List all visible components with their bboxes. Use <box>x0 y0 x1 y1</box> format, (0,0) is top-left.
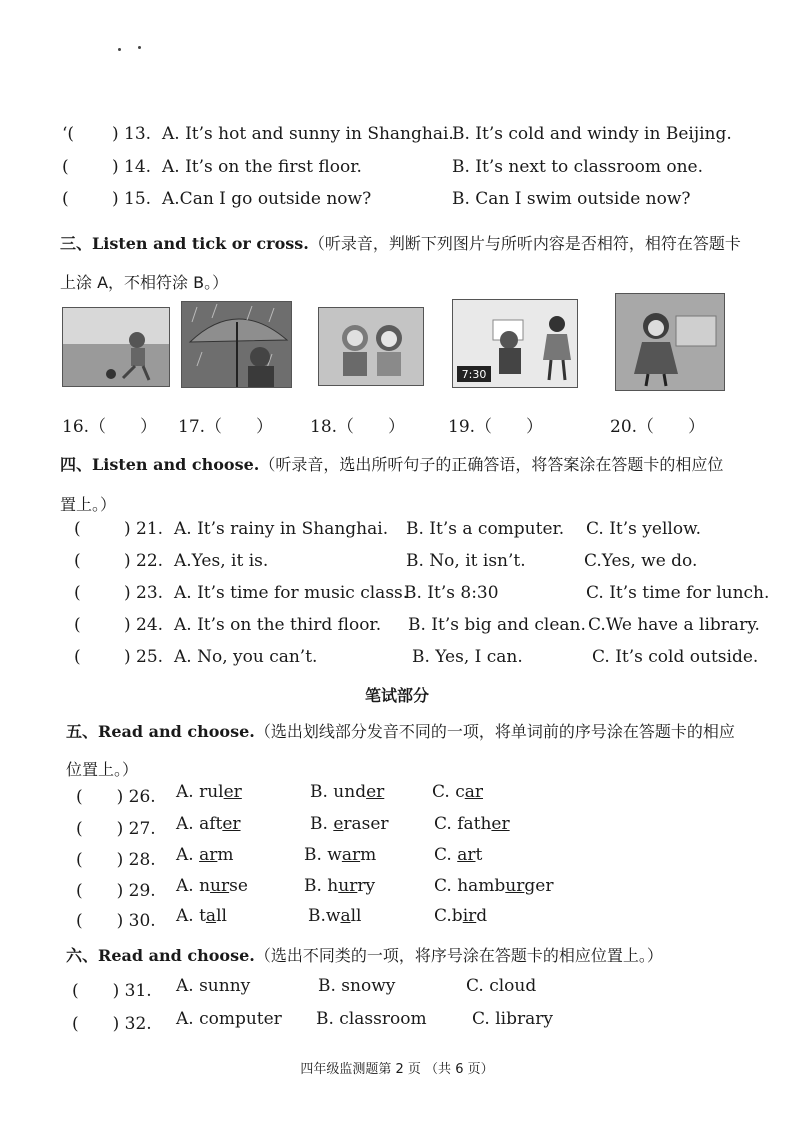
section-title: Listen and choose. <box>92 455 260 474</box>
scan-speck <box>138 46 141 49</box>
option-a: A. It’s on the first floor. <box>162 157 362 177</box>
section-5-instruction-cont <box>66 757 138 780</box>
answer-paren-16[interactable]: 16.（ ） <box>62 417 158 437</box>
underlined-letters: ir <box>462 906 477 926</box>
section-4-instruction-cont <box>60 492 116 515</box>
option-a: A. computer <box>176 1009 282 1029</box>
answer-paren[interactable]: ( <box>74 583 81 603</box>
picture-17 <box>181 301 292 388</box>
option-text: A. <box>176 845 200 865</box>
question-number: ) 21. <box>124 519 164 539</box>
section-3-instruction-cont <box>60 270 228 293</box>
section-5-heading <box>66 719 735 742</box>
section-label: 四、 <box>60 455 93 474</box>
question-number: ) 14. <box>112 157 152 177</box>
underlined-letters: er <box>366 782 385 802</box>
section-4-heading <box>60 452 723 475</box>
scan-speck <box>118 48 121 51</box>
option-text: A. rul <box>176 782 224 802</box>
clock-time-illustration <box>453 300 577 387</box>
option-text: A. n <box>176 876 211 896</box>
option-b: B. It’s big and clean. <box>408 615 586 635</box>
option-text: t <box>475 845 483 865</box>
boy-kicking-ball-illustration <box>63 308 169 386</box>
section-instruction: （选出划线部分发音不同的一项，将单词前的序号涂在答题卡的相应 <box>254 722 735 741</box>
section-instruction: 位置上。） <box>66 760 139 779</box>
option-a: A. It’s rainy in Shanghai. <box>174 519 389 539</box>
answer-paren[interactable]: ( <box>74 551 81 571</box>
rainy-umbrella-illustration <box>182 302 291 387</box>
underlined-letters: ur <box>210 876 230 896</box>
answer-paren-19[interactable]: 19.（ ） <box>448 417 544 437</box>
option-c: C. It’s time for lunch. <box>586 583 770 603</box>
option-a: A.Can I go outside now? <box>162 189 372 209</box>
answer-paren[interactable]: ( <box>62 189 69 209</box>
option-text: raser <box>343 814 389 834</box>
answer-paren-18[interactable]: 18.（ ） <box>310 417 406 437</box>
two-children-illustration <box>319 308 423 385</box>
question-number[interactable]: ( ) 27. <box>76 819 156 839</box>
answer-paren[interactable]: ( <box>74 615 81 635</box>
option-a <box>176 814 241 834</box>
underlined-letters: a <box>340 906 351 926</box>
option-b <box>310 782 384 802</box>
question-number[interactable]: ( ) 32. <box>72 1014 152 1034</box>
question-number[interactable]: ( ) 26. <box>76 787 156 807</box>
question-number[interactable]: ( ) 28. <box>76 850 156 870</box>
option-b: B. It’s a computer. <box>406 519 565 539</box>
option-text: ll <box>216 906 227 926</box>
section-title: Read and choose. <box>98 722 255 741</box>
option-a: A. It’s time for music class. <box>174 583 409 603</box>
option-b: B. classroom <box>316 1009 427 1029</box>
option-a <box>176 906 227 926</box>
section-6-heading <box>66 943 663 966</box>
option-text: C. c <box>432 782 465 802</box>
question-number: ) 23. <box>124 583 164 603</box>
question-number: ) 13. <box>112 124 152 144</box>
option-text: A. aft <box>176 814 223 834</box>
page-footer: 四年级监测题第 2 页 （共 6 页） <box>300 1062 494 1077</box>
section-instruction: 置上。） <box>60 495 117 514</box>
option-b <box>304 876 375 896</box>
underlined-letters: ar <box>457 845 476 865</box>
answer-paren[interactable]: ( <box>74 519 81 539</box>
answer-paren[interactable]: ( <box>74 647 81 667</box>
underlined-letters: ar <box>464 782 483 802</box>
option-b: B. It’s next to classroom one. <box>452 157 703 177</box>
question-number[interactable]: ( ) 31. <box>72 981 152 1001</box>
option-a: A.Yes, it is. <box>174 551 269 571</box>
clock-time-text: 7:30 <box>461 368 487 381</box>
option-b: B. It’s 8:30 <box>404 583 499 603</box>
option-a: A. sunny <box>176 976 251 996</box>
question-number: ) 15. <box>112 189 152 209</box>
option-text: ger <box>524 876 554 896</box>
underlined-letters: ur <box>338 876 358 896</box>
option-c: C.We have a library. <box>588 615 760 635</box>
option-b: B. No, it isn’t. <box>406 551 526 571</box>
option-text: B. h <box>304 876 339 896</box>
answer-paren[interactable]: ‘( <box>62 124 75 144</box>
section-label: 五、 <box>66 722 99 741</box>
section-title: Read and choose. <box>98 946 255 965</box>
option-b: B. snowy <box>318 976 396 996</box>
option-text: C. <box>434 845 458 865</box>
underlined-letters: er <box>222 814 241 834</box>
option-b <box>308 906 361 926</box>
underlined-letters: er <box>223 782 242 802</box>
question-number[interactable]: ( ) 30. <box>76 911 156 931</box>
section-instruction: 上涂 A，不相符涂 B。） <box>60 273 229 292</box>
question-number: ) 22. <box>124 551 164 571</box>
option-b: B. Yes, I can. <box>412 647 523 667</box>
option-text: A. t <box>176 906 206 926</box>
option-a <box>176 845 233 865</box>
question-number[interactable]: ( ) 29. <box>76 881 156 901</box>
option-c: C.Yes, we do. <box>584 551 698 571</box>
option-a: A. It’s on the third floor. <box>174 615 382 635</box>
option-text: m <box>360 845 377 865</box>
section-label: 三、 <box>60 234 93 253</box>
option-a <box>176 876 248 896</box>
girl-standing-illustration <box>616 294 724 390</box>
option-text: B.w <box>308 906 341 926</box>
option-text: C. hamb <box>434 876 506 896</box>
underlined-letters: ar <box>199 845 218 865</box>
underlined-letters: a <box>205 906 217 926</box>
underlined-letters: ar <box>341 845 361 865</box>
picture-20 <box>615 293 725 391</box>
option-text: C. fath <box>434 814 492 834</box>
option-c: C. cloud <box>466 976 537 996</box>
answer-paren-17[interactable]: 17.（ ） <box>178 417 274 437</box>
section-label: 六、 <box>66 946 99 965</box>
section-instruction: （选出不同类的一项，将序号涂在答题卡的相应位置上。） <box>254 946 663 965</box>
underlined-letters: e <box>333 814 344 834</box>
option-b <box>304 845 376 865</box>
option-c: C. It’s yellow. <box>586 519 701 539</box>
option-text: ll <box>350 906 362 926</box>
option-b <box>310 814 389 834</box>
option-text: B. w <box>304 845 342 865</box>
option-text: C.b <box>434 906 463 926</box>
written-part-title: 笔试部分 <box>364 686 429 705</box>
option-text: B. <box>310 814 334 834</box>
option-text: d <box>476 906 488 926</box>
option-a: A. No, you can’t. <box>174 647 318 667</box>
section-instruction: （听录音，判断下列图片与所听内容是否相符，相符在答题卡 <box>308 234 741 253</box>
picture-18 <box>318 307 424 386</box>
section-instruction: （听录音，选出所听句子的正确答语，将答案涂在答题卡的相应位 <box>259 455 724 474</box>
option-c <box>434 906 487 926</box>
picture-16 <box>62 307 170 387</box>
answer-paren[interactable]: ( <box>62 157 69 177</box>
question-number: ) 24. <box>124 615 164 635</box>
option-c <box>434 845 482 865</box>
question-number: ) 25. <box>124 647 164 667</box>
option-c: C. library <box>472 1009 553 1029</box>
option-c <box>434 814 510 834</box>
option-text: m <box>217 845 234 865</box>
section-title: Listen and tick or cross. <box>92 234 309 253</box>
option-b: B. It’s cold and windy in Beijing. <box>452 124 732 144</box>
option-a <box>176 782 242 802</box>
section-3-heading <box>60 231 741 254</box>
option-b: B. Can I swim outside now? <box>452 189 691 209</box>
option-a: A. It’s hot and sunny in Shanghai. <box>162 124 454 144</box>
underlined-letters: er <box>491 814 510 834</box>
option-c: C. It’s cold outside. <box>592 647 759 667</box>
option-c <box>432 782 483 802</box>
answer-paren-20[interactable]: 20.（ ） <box>610 417 706 437</box>
picture-19 <box>452 299 578 388</box>
option-text: ry <box>357 876 376 896</box>
option-text: se <box>229 876 248 896</box>
underlined-letters: ur <box>505 876 525 896</box>
option-text: B. und <box>310 782 367 802</box>
option-c <box>434 876 553 896</box>
